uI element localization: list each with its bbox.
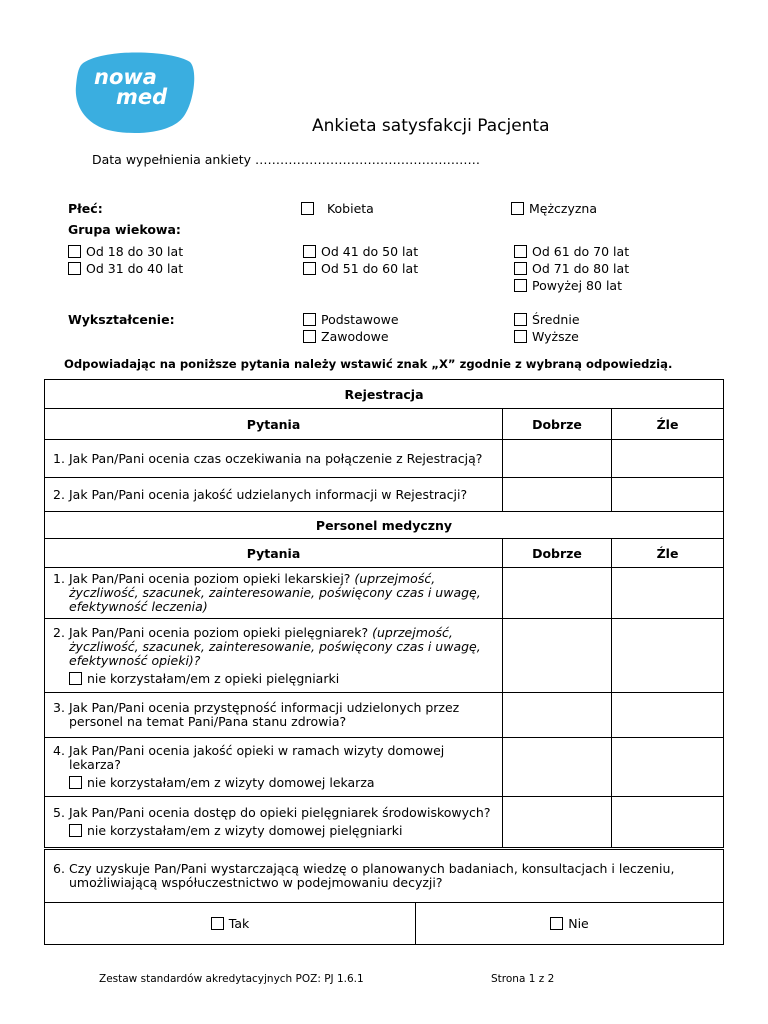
checkbox[interactable]: [211, 917, 224, 930]
question-text: Jak Pan/Pani ocenia przystępność informacji udzielonych przez personel na temat Pani/Pana stanu zdrowia?: [69, 700, 460, 729]
checkbox[interactable]: [303, 313, 316, 326]
option-label: Nie: [568, 916, 589, 931]
question-text: Czy uzyskuje Pan/Pani wystarczającą wiedzę o planowanych badaniach, konsultacjach i leczeniu, umożliwiającą współuczestnictwo w podejmowaniu decyzji?: [69, 861, 675, 890]
answer-cell-good[interactable]: [503, 738, 612, 797]
column-header-questions: Pytania: [45, 409, 503, 440]
column-header-good: Dobrze: [503, 539, 612, 568]
not-applicable-option[interactable]: [69, 672, 494, 686]
answer-cell-good[interactable]: [503, 693, 612, 738]
question-cell: [45, 440, 503, 478]
age-option-31-40[interactable]: [68, 261, 183, 276]
education-option-secondary[interactable]: [514, 312, 580, 327]
table-row: [45, 619, 724, 693]
checkbox[interactable]: [514, 330, 527, 343]
question-number: 6.: [53, 861, 65, 876]
logo-text-line2: med: [116, 85, 168, 109]
gender-label: Płeć:: [68, 201, 103, 216]
answer-cell-bad[interactable]: [612, 568, 724, 619]
question-cell: [45, 693, 503, 738]
education-option-higher[interactable]: [514, 329, 579, 344]
question-note: (uprzejmość, życzliwość, szacunek, zainteresowanie, poświęcony czas i uwagę, efektywność leczenia): [69, 571, 481, 614]
answer-cell-good[interactable]: [503, 568, 612, 619]
age-option-80-plus[interactable]: [514, 278, 622, 293]
answer-cell-bad[interactable]: [612, 440, 724, 478]
table-row: [45, 568, 724, 619]
question-text: Jak Pan/Pani ocenia poziom opieki pielęgniarek?: [69, 624, 369, 640]
checkbox[interactable]: [69, 672, 82, 685]
column-header-questions: Pytania: [45, 539, 503, 568]
section-header-row: [45, 512, 724, 539]
option-label: Od 51 do 60 lat: [321, 261, 419, 276]
option-label: Wyższe: [532, 329, 579, 344]
table-header-row: [45, 539, 724, 568]
answer-cell-good[interactable]: [503, 619, 612, 693]
nowamed-logo: [72, 50, 196, 134]
checkbox[interactable]: [514, 279, 527, 292]
question-note: (uprzejmość, życzliwość, szacunek, zainteresowanie, poświęcony czas i uwagę, efektywność opieki)?: [69, 624, 481, 668]
column-header-good: Dobrze: [503, 409, 612, 440]
section-title-registration: Rejestracja: [45, 380, 724, 409]
logo-text-line1: nowa: [94, 65, 157, 89]
answer-cell-good[interactable]: [503, 440, 612, 478]
question-cell: [45, 478, 503, 512]
section-header-row: [45, 380, 724, 409]
checkbox[interactable]: [68, 262, 81, 275]
age-option-71-80[interactable]: [514, 261, 629, 276]
table-row: [45, 693, 724, 738]
answer-cell-bad[interactable]: [612, 478, 724, 512]
checkbox[interactable]: [550, 917, 563, 930]
option-label: Od 61 do 70 lat: [532, 244, 630, 259]
fill-date-label: Data wypełnienia ankiety: [92, 152, 252, 167]
answer-yes[interactable]: [45, 903, 416, 945]
option-label: Mężczyzna: [529, 201, 598, 216]
option-label: Kobieta: [326, 201, 374, 216]
column-header-bad: Źle: [612, 409, 724, 440]
checkbox[interactable]: [68, 245, 81, 258]
question-cell: [45, 619, 503, 693]
question-number: 1.: [53, 450, 65, 466]
column-header-bad: Źle: [612, 539, 724, 568]
checkbox[interactable]: [303, 245, 316, 258]
question-number: 4.: [53, 743, 65, 758]
option-label: Podstawowe: [321, 312, 399, 327]
answer-row: [45, 903, 724, 945]
section-title-medical-staff: Personel medyczny: [45, 512, 724, 539]
answer-cell-bad[interactable]: [612, 693, 724, 738]
footer-standard-code: Zestaw standardów akredytacyjnych POZ: PJ 1.6.1: [99, 973, 364, 985]
question-text: Jak Pan/Pani ocenia dostęp do opieki pielęgniarek środowiskowych?: [69, 805, 491, 820]
not-applicable-option[interactable]: [69, 824, 494, 838]
answer-cell-bad[interactable]: [612, 738, 724, 797]
education-label: Wykształcenie:: [68, 312, 175, 327]
question-cell: [45, 850, 724, 903]
checkbox[interactable]: [511, 202, 524, 215]
page-title: Ankieta satysfakcji Pacjenta: [312, 116, 550, 136]
not-applicable-option[interactable]: [69, 776, 494, 790]
answer-cell-good[interactable]: [503, 478, 612, 512]
option-label: Powyżej 80 lat: [532, 278, 622, 293]
table-row: [45, 797, 724, 848]
age-option-41-50[interactable]: [303, 244, 418, 259]
age-option-18-30[interactable]: [68, 244, 183, 259]
checkbox[interactable]: [69, 824, 82, 837]
checkbox[interactable]: [303, 262, 316, 275]
question-number: 2.: [53, 624, 65, 640]
education-option-vocational[interactable]: [303, 329, 389, 344]
answer-no[interactable]: [416, 903, 724, 945]
age-option-61-70[interactable]: [514, 244, 629, 259]
question-cell: [45, 568, 503, 619]
question-number: 2.: [53, 486, 65, 502]
option-label: Zawodowe: [321, 329, 389, 344]
option-label: nie korzystałam/em z opieki pielęgniarki: [87, 670, 340, 686]
question-text: Jak Pan/Pani ocenia jakość udzielanych informacji w Rejestracji?: [69, 486, 468, 502]
table-header-row: [45, 409, 724, 440]
question-number: 5.: [53, 805, 65, 820]
question-six-table: [44, 849, 724, 945]
age-group-label: Grupa wiekowa:: [68, 222, 181, 237]
logo-shape: [72, 50, 196, 134]
question-number: 3.: [53, 700, 65, 715]
question-text: Jak Pan/Pani ocenia poziom opieki lekarskiej?: [69, 571, 351, 586]
option-label: Od 31 do 40 lat: [86, 261, 184, 276]
checkbox[interactable]: [514, 245, 527, 258]
question-cell: [45, 738, 503, 797]
checkbox[interactable]: [301, 202, 314, 215]
option-label: Średnie: [532, 312, 580, 327]
checkbox[interactable]: [69, 776, 82, 789]
option-label: Tak: [228, 916, 250, 931]
option-label: nie korzystałam/em z wizyty domowej lekarza: [87, 775, 375, 790]
question-text: Jak Pan/Pani ocenia czas oczekiwania na połączenie z Rejestracją?: [69, 450, 483, 466]
option-label: Od 71 do 80 lat: [532, 261, 630, 276]
answer-cell-good[interactable]: [503, 797, 612, 848]
education-option-primary[interactable]: [303, 312, 399, 327]
question-text: Jak Pan/Pani ocenia jakość opieki w ramach wizyty domowej lekarza?: [69, 743, 445, 772]
answer-cell-bad[interactable]: [612, 797, 724, 848]
table-row: [45, 738, 724, 797]
question-number: 1.: [53, 571, 65, 586]
option-label: nie korzystałam/em z wizyty domowej pielęgniarki: [87, 823, 403, 838]
option-label: Od 41 do 50 lat: [321, 244, 419, 259]
checkbox[interactable]: [514, 262, 527, 275]
table-row: [45, 440, 724, 478]
questionnaire-table: [44, 379, 724, 848]
footer-page-number: Strona 1 z 2: [491, 973, 555, 985]
age-option-51-60[interactable]: [303, 261, 418, 276]
option-label: Od 18 do 30 lat: [86, 244, 184, 259]
table-row: [45, 478, 724, 512]
checkbox[interactable]: [303, 330, 316, 343]
table-row: [45, 850, 724, 903]
fill-date-line: [92, 152, 480, 167]
question-cell: [45, 797, 503, 848]
gender-option-female[interactable]: [301, 201, 374, 216]
instruction-text: Odpowiadając na poniższe pytania należy wstawić znak „X” zgodnie z wybraną odpowiedzią.: [64, 357, 673, 371]
checkbox[interactable]: [514, 313, 527, 326]
gender-option-male[interactable]: [511, 201, 597, 216]
answer-cell-bad[interactable]: [612, 619, 724, 693]
fill-date-field[interactable]: ………………………………………………: [255, 152, 480, 167]
